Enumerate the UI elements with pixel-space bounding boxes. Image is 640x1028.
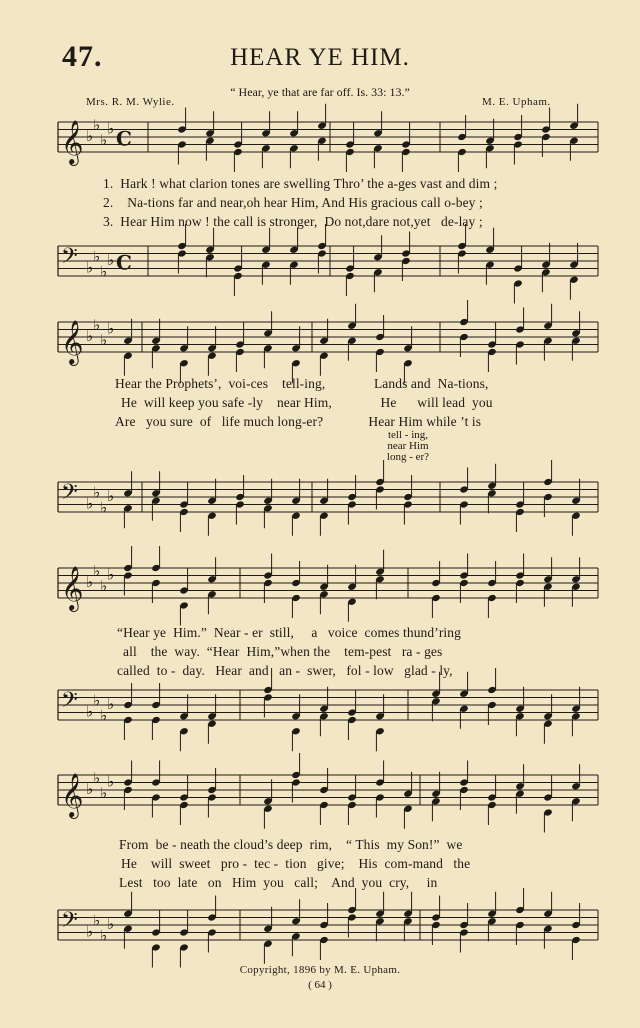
flat-icon: ♭	[93, 691, 101, 710]
flat-icon: ♭	[86, 494, 94, 513]
hymn-title: HEAR YE HIM.	[230, 44, 410, 71]
treble-clef-icon: 𝄞	[61, 773, 84, 817]
system-3-verse-3: called to - day. Hear and an - swer, fol - low glad - ly,	[117, 663, 453, 678]
flat-icon: ♭	[86, 922, 94, 941]
flat-icon: ♭	[100, 926, 108, 945]
flat-icon: ♭	[100, 576, 108, 595]
bass-clef-icon: 𝄢	[61, 688, 78, 718]
system-4-verse-1: From be - neath the cloud’s deep rim, “ This my Son!” we	[119, 837, 463, 852]
flat-icon: ♭	[93, 115, 101, 134]
copyright-notice: Copyright, 1896 by M. E. Upham.	[239, 964, 401, 976]
scripture-epigraph: “ Hear, ye that are far off. Is. 33: 13.”	[230, 85, 410, 99]
system-2-verse-3: Are you sure of life much long-er? Hear Him while ’t is	[115, 414, 482, 429]
page-number: ( 64 )	[308, 979, 332, 991]
flat-icon: ♭	[93, 911, 101, 930]
common-time-icon: C	[116, 250, 132, 275]
lyricist-credit: Mrs. R. M. Wylie.	[86, 96, 175, 108]
flat-icon: ♭	[93, 315, 101, 334]
system-4-verse-3: Lest too late on Him you call; And you cry, in	[119, 875, 438, 890]
flat-icon: ♭	[86, 780, 94, 798]
alt-lyric-2: near Him	[387, 440, 429, 452]
flat-icon: ♭	[86, 702, 94, 721]
bass-clef-icon: 𝄢	[61, 480, 78, 510]
flat-icon: ♭	[100, 262, 108, 281]
bass-clef-icon: 𝄢	[61, 908, 78, 938]
flat-icon: ♭	[93, 768, 101, 787]
system-2-verse-2: He will keep you safe -ly near Him, He will lead you	[121, 395, 493, 410]
system-4-verse-2: He will sweet pro - tec - tion give; His com-mand the	[121, 856, 471, 871]
alt-lyric-3: long - er?	[386, 451, 430, 463]
flat-icon: ♭	[100, 783, 108, 802]
flat-icon: ♭	[93, 561, 101, 580]
bass-clef-icon: 𝄢	[61, 244, 78, 274]
flat-icon: ♭	[107, 915, 115, 933]
flat-icon: ♭	[107, 119, 115, 138]
system-1-verse-3: 3. Hear Him now ! the call is stronger, Do not,dare not,yet de-lay ;	[103, 214, 483, 229]
flat-icon: ♭	[107, 487, 115, 505]
hymn-number: 47.	[62, 40, 103, 73]
system-3-verse-1: “Hear ye Him.” Near - er still, a voice comes thund’ring	[117, 625, 461, 640]
flat-icon: ♭	[86, 327, 94, 345]
flat-icon: ♭	[100, 498, 108, 517]
flat-icon: ♭	[93, 247, 101, 266]
flat-icon: ♭	[86, 573, 94, 591]
flat-icon: ♭	[86, 258, 94, 277]
flat-icon: ♭	[107, 319, 115, 338]
flat-icon: ♭	[93, 483, 101, 502]
flat-icon: ♭	[107, 695, 115, 713]
alt-lyric-1: tell - ing,	[387, 429, 429, 441]
system-1-verse-2: 2. Na-tions far and near,oh hear Him, And His gracious call o-bey ;	[103, 195, 483, 210]
system-3-verse-2: all the way. “Hear Him,”when the tem-pest ra - ges	[123, 644, 443, 659]
flat-icon: ♭	[107, 251, 115, 269]
treble-clef-icon: 𝄞	[61, 566, 84, 610]
treble-clef-icon: 𝄞	[61, 120, 84, 164]
common-time-icon: C	[116, 126, 132, 151]
composer-credit: M. E. Upham.	[482, 96, 551, 108]
flat-icon: ♭	[86, 127, 94, 145]
system-2-verse-1: Hear the Prophets’, voi-ces tell-ing, Lands and Na-tions,	[115, 376, 489, 391]
flat-icon: ♭	[100, 130, 108, 149]
flat-icon: ♭	[107, 772, 115, 791]
flat-icon: ♭	[100, 330, 108, 349]
flat-icon: ♭	[107, 565, 115, 584]
treble-clef-icon: 𝄞	[61, 320, 84, 364]
system-1-verse-1: 1. Hark ! what clarion tones are swelling Thro’ the a-ges vast and dim ;	[103, 176, 498, 191]
flat-icon: ♭	[100, 706, 108, 725]
